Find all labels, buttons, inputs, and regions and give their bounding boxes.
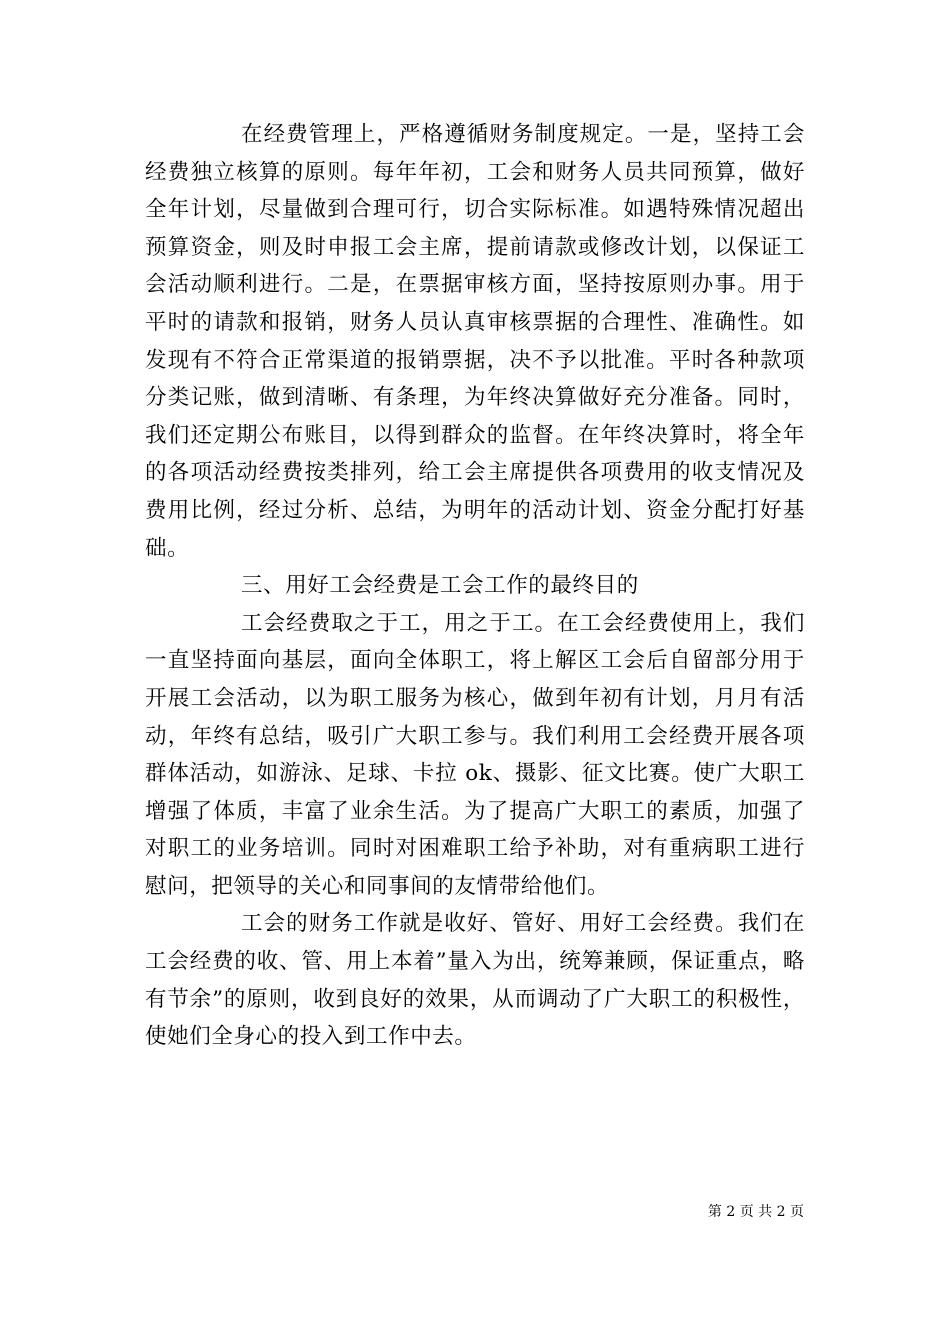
page-number-footer: 第 2 页 共 2 页 [707, 1204, 804, 1220]
paragraph-fund-usage: 工会经费取之于工，用之于工。在工会经费使用上，我们一直坚持面向基层，面向全体职工，将上解区工会后自留部分用于开展工会活动，以为职工服务为核心，做到年初有计划，月月有活动，年终有总结，吸引广大职工参与。我们利用工会经费开展各项群体活动，如游泳、足球、卡拉 ok、摄影、征文比赛。使广大职工增强了体质，丰富了业余生活。为了提高广大职工的素质，加强了对职工的业务培训。同时对困难职工给予补助，对有重病职工进行慰问，把领导的关心和同事间的友情带给他们。 [145, 610, 805, 899]
document-body [145, 116, 805, 1056]
paragraph-conclusion: 工会的财务工作就是收好、管好、用好工会经费。我们在工会经费的收、管、用上本着”量入为出，统筹兼顾，保证重点，略有节余”的原则，收到良好的效果，从而调动了广大职工的积极性，使她们全身心的投入到工作中去。 [145, 911, 805, 1050]
paragraph-fund-management: 在经费管理上，严格遵循财务制度规定。一是，坚持工会经费独立核算的原则。每年年初，工会和财务人员共同预算，做好全年计划，尽量做到合理可行，切合实际标准。如遇特殊情况超出预算资金，则及时申报工会主席，提前请款或修改计划，以保证工会活动顺利进行。二是，在票据审核方面，坚持按原则办事。用于平时的请款和报销，财务人员认真审核票据的合理性、准确性。如发现有不符合正常渠道的报销票据，决不予以批准。平时各种款项分类记账，做到清晰、有条理，为年终决算做好充分准备。同时，我们还定期公布账目，以得到群众的监督。在年终决算时，将全年的各项活动经费按类排列，给工会主席提供各项费用的收支情况及费用比例，经过分析、总结，为明年的活动计划、资金分配打好基础。 [145, 122, 805, 561]
section-heading-3: 三、用好工会经费是工会工作的最终目的 [241, 573, 639, 599]
